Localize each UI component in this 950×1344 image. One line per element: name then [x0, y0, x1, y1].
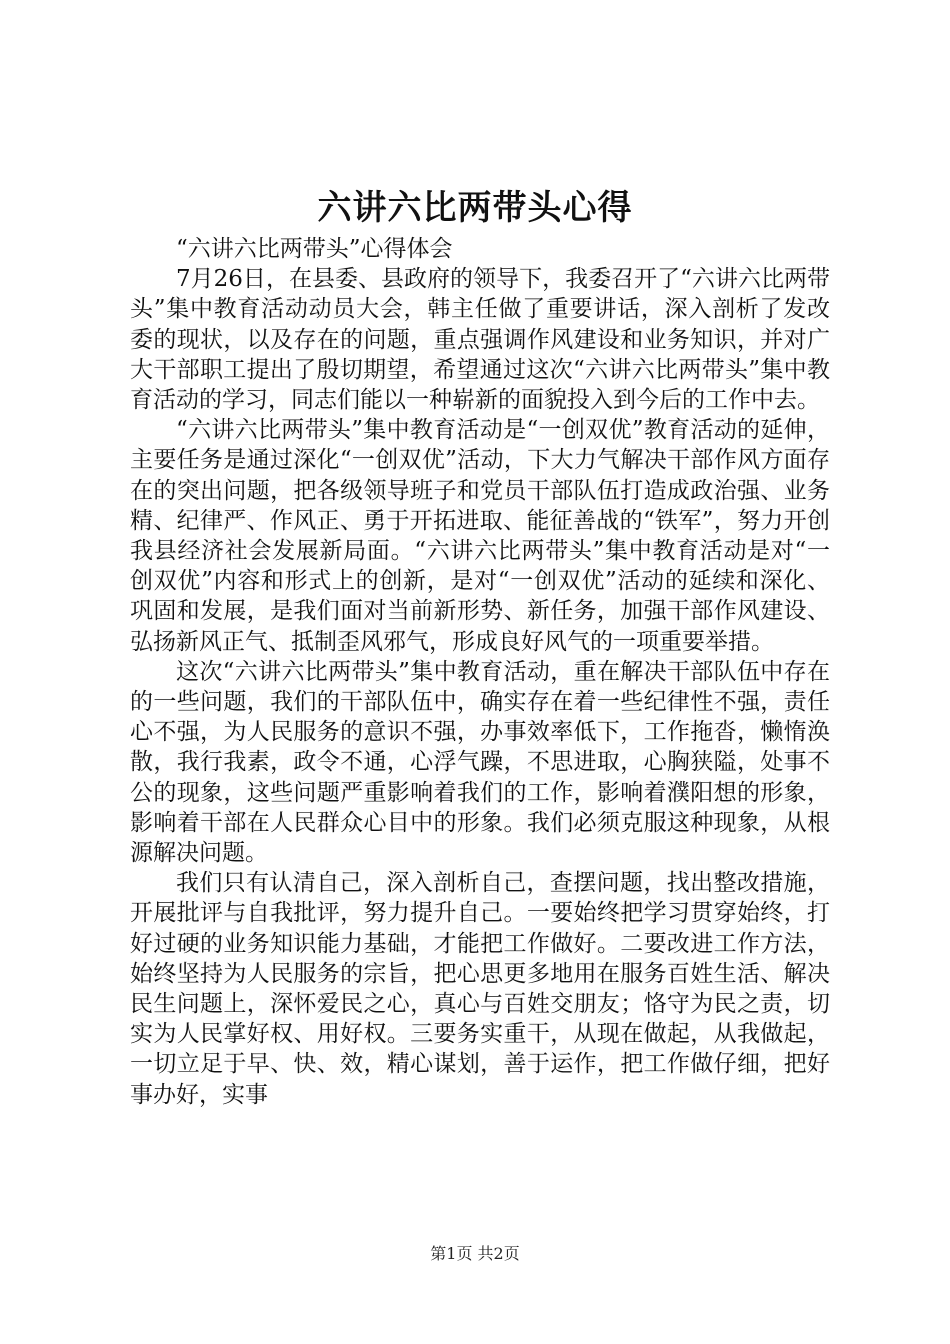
body-paragraph-4: 我们只有认清自己，深入剖析自己，查摆问题，找出整改措施，开展批评与自我批评，努力提升自己。一要始终把学习贯穿始终，打好过硬的业务知识能力基础，才能把工作做好。二要改进工作方法，始终坚持为人民服务的宗旨，把心思更多地用在服务百姓生活、解决民生问题上，深怀爱民之心，真心与百姓交朋友；恪守为民之责，切实为人民掌好权、用好权。三要务实重干，从现在做起，从我做起，一切立足于早、快、效，精心谋划，善于运作，把工作做仔细，把好事办好，实事 [130, 870, 830, 1108]
body-paragraph-2: “六讲六比两带头”集中教育活动是“一创双优”教育活动的延伸，主要任务是通过深化“一创双优”活动，下大力气解决干部作风方面存在的突出问题，把各级领导班子和党员干部队伍打造成政治强、业务精、纪律严、作风正、勇于开拓进取、能征善战的“铁军”，努力开创我县经济社会发展新局面。“六讲六比两带头”集中教育活动是对“一创双优”内容和形式上的创新，是对“一创双优”活动的延续和深化、巩固和发展，是我们面对当前新形势、新任务，加强干部作风建设、弘扬新风正气、抵制歪风邪气，形成良好风气的一项重要举措。 [130, 417, 830, 655]
document-body [130, 234, 830, 1110]
body-paragraph-1: 7月26日，在县委、县政府的领导下，我委召开了“六讲六比两带头”集中教育活动动员大会，韩主任做了重要讲话，深入剖析了发改委的现状，以及存在的问题，重点强调作风建设和业务知识，并对广大干部职工提出了殷切期望，希望通过这次“六讲六比两带头”集中教育活动的学习，同志们能以一种崭新的面貌投入到今后的工作中去。 [130, 266, 830, 414]
document-title: 六讲六比两带头心得 [317, 188, 633, 228]
subtitle-paragraph: “六讲六比两带头”心得体会 [176, 236, 453, 262]
body-paragraph-3: 这次“六讲六比两带头”集中教育活动，重在解决干部队伍中存在的一些问题，我们的干部队伍中，确实存在着一些纪律性不强，责任心不强，为人民服务的意识不强，办事效率低下，工作拖沓，懒惰涣散，我行我素，政令不通，心浮气躁，不思进取，心胸狭隘，处事不公的现象，这些问题严重影响着我们的工作，影响着濮阳想的形象，影响着干部在人民群众心目中的形象。我们必须克服这种现象，从根源解决问题。 [130, 658, 830, 867]
page-number-footer: 第1页 共2页 [430, 1244, 520, 1263]
